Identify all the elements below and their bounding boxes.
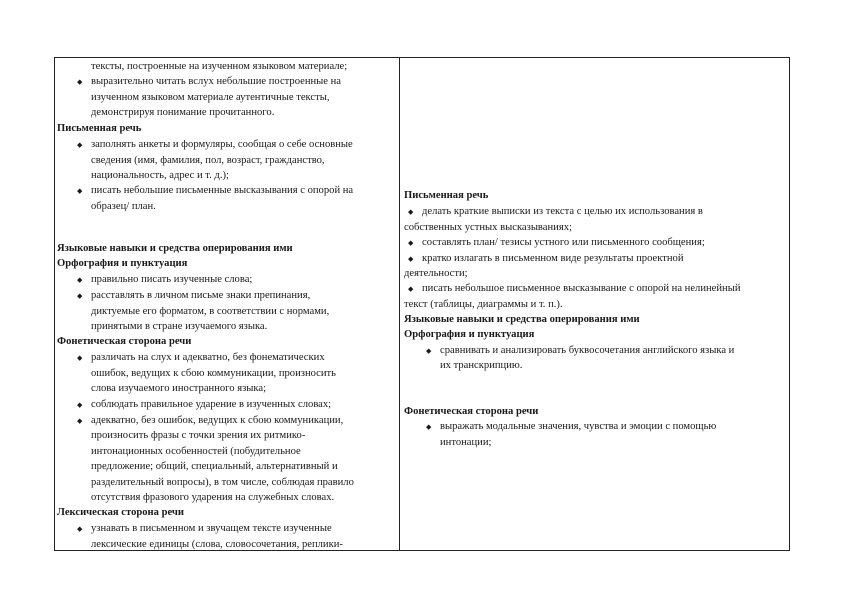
text-line: расставлять в личном письме знаки препинания, — [91, 290, 311, 301]
section-heading: Лексическая сторона речи — [57, 507, 185, 518]
text-line: составлять план/ тезисы устного или письменного сообщения; — [422, 237, 705, 248]
text-line: делать краткие выписки из текста с целью их использования в — [422, 206, 703, 217]
bullet-icon: ◆ — [77, 401, 83, 409]
text-line: лексические единицы (слова, словосочетания, реплики- — [91, 539, 343, 550]
text-line: образец/ план. — [91, 201, 156, 212]
bullet-icon: ◆ — [77, 292, 83, 300]
left-column — [55, 58, 399, 550]
bullet-icon: ◆ — [77, 417, 83, 425]
text-line: слова изучаемого иностранного языка; — [91, 383, 267, 394]
text-line: заполнять анкеты и формуляры, сообщая о себе основные — [91, 139, 353, 150]
text-line: собственных устных высказываниях; — [404, 222, 572, 233]
text-line: писать небольшие письменные высказывания с опорой на — [91, 185, 354, 196]
text-line: ошибок, ведущих к сбою коммуникации, произносить — [91, 368, 337, 379]
section-heading: Фонетическая сторона речи — [57, 336, 192, 347]
text-line: изученном языковом материале аутентичные тексты, — [91, 92, 330, 103]
section-heading: Орфография и пунктуация — [57, 258, 188, 269]
text-line: выражать модальные значения, чувства и эмоции с помощью — [440, 421, 717, 432]
bullet-icon: ◆ — [77, 276, 83, 284]
text-line: демонстрируя понимание прочитанного. — [91, 107, 275, 118]
bullet-icon: ◆ — [426, 347, 432, 355]
text-line: отсутствия фразового ударения на служебных словах. — [91, 492, 335, 503]
bullet-icon: ◆ — [408, 255, 414, 263]
text-line: произносить фразы с точки зрения их ритмико- — [91, 430, 306, 441]
text-line: текст (таблицы, диаграммы и т. п.). — [404, 299, 563, 310]
text-line: принятыми в стране изучаемого языка. — [91, 321, 268, 332]
section-heading: Языковые навыки и средства оперирования ими — [57, 243, 293, 254]
content-table — [54, 57, 790, 551]
text-line: кратко излагать в письменном виде результаты проектной — [422, 253, 684, 264]
bullet-icon: ◆ — [408, 239, 414, 247]
text-line: сведения (имя, фамилия, пол, возраст, гражданство, — [91, 155, 325, 166]
bullet-icon: ◆ — [408, 208, 414, 216]
text-line: адекватно, без ошибок, ведущих к сбою коммуникации, — [91, 415, 344, 426]
right-column — [400, 58, 790, 550]
bullet-icon: ◆ — [77, 141, 83, 149]
bullet-icon: ◆ — [77, 187, 83, 195]
text-line: писать небольшое письменное высказывание с опорой на нелинейный — [422, 283, 741, 294]
text-line: национальность, адрес и т. д.); — [91, 170, 229, 181]
bullet-icon: ◆ — [77, 525, 83, 533]
section-heading: Письменная речь — [57, 123, 142, 134]
section-heading: Языковые навыки и средства оперирования ими — [404, 314, 640, 325]
section-heading: Орфография и пунктуация — [404, 329, 535, 340]
text-line: выразительно читать вслух небольшие построенные на — [91, 76, 342, 87]
bullet-icon: ◆ — [426, 423, 432, 431]
text-line: интонации; — [440, 437, 492, 448]
section-heading: Фонетическая сторона речи — [404, 406, 539, 417]
text-line: деятельности; — [404, 268, 468, 279]
text-line: разделительный вопросы), в том числе, соблюдая правило — [91, 477, 354, 488]
text-line: сравнивать и анализировать буквосочетания английского языка и — [440, 345, 735, 356]
section-heading: Письменная речь — [404, 190, 489, 201]
text-line: тексты, построенные на изученном языковом материале; — [91, 61, 348, 72]
text-line: диктуемые его форматом, в соответствии с нормами, — [91, 306, 330, 317]
text-line: предложение; общий, специальный, альтернативный и — [91, 461, 338, 472]
text-line: интонационных особенностей (побудительное — [91, 446, 301, 457]
bullet-icon: ◆ — [77, 78, 83, 86]
bullet-icon: ◆ — [77, 354, 83, 362]
text-line: узнавать в письменном и звучащем тексте изученные — [91, 523, 332, 534]
text-line: соблюдать правильное ударение в изученных словах; — [91, 399, 332, 410]
bullet-icon: ◆ — [408, 285, 414, 293]
text-line: их транскрипцию. — [440, 360, 523, 371]
text-line: правильно писать изученные слова; — [91, 274, 253, 285]
text-line: различать на слух и адекватно, без фонематических — [91, 352, 325, 363]
